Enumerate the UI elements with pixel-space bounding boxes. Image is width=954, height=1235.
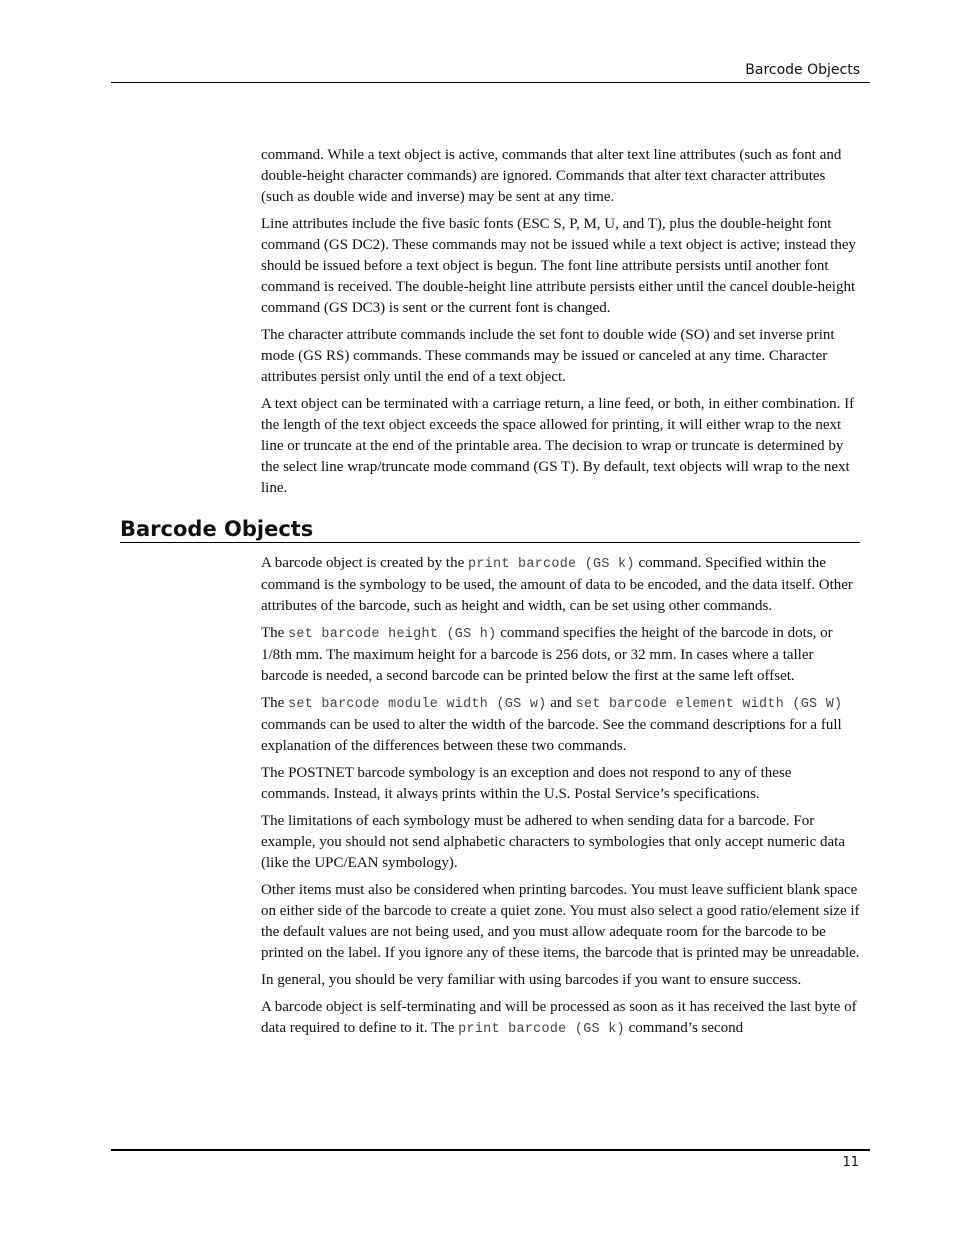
intro-text-block xyxy=(261,145,861,505)
text-run: commands can be used to alter the width of the barcode. See the command descriptions for a full explanation of the differences between these two commands. xyxy=(261,717,842,754)
command-code: set barcode module width (GS w) xyxy=(288,697,547,712)
footer-rule xyxy=(111,1149,870,1151)
command-code: print barcode (GS k) xyxy=(458,1022,625,1037)
text-run: The xyxy=(261,625,289,641)
body-paragraph xyxy=(261,553,861,617)
text-run: A barcode object is created by the xyxy=(261,555,468,571)
command-code: set barcode element width (GS W) xyxy=(575,697,843,712)
command-code: print barcode (GS k) xyxy=(468,557,635,572)
body-paragraph xyxy=(261,997,861,1040)
text-run: command. Specified within the command is the symbology to be used, the amount of data to be encoded, and the data itself. Other attributes of the barcode, such as height and width, can be set using other commands. xyxy=(261,555,853,614)
section-heading: Barcode Objects xyxy=(120,517,860,543)
text-run: A barcode object is self-terminating and will be processed as soon as it has received the last byte of data required to define to it. The xyxy=(261,999,857,1036)
running-header-title: Barcode Objects xyxy=(745,62,860,78)
body-paragraph: The limitations of each symbology must be adhered to when sending data for a barcode. For example, you should not send alphabetic characters to symbologies that only accept numeric data (like the UPC/EAN symbology). xyxy=(261,813,845,871)
page-number: 11 xyxy=(842,1155,859,1170)
body-paragraph: Other items must also be considered when printing barcodes. You must leave sufficient blank space on either side of the barcode to create a quiet zone. You must also select a good ratio/element size if the default values are not being used, and you must allow adequate room for the barcode to be printed on the label. If you ignore any of these items, the barcode that is printed may be unreadable. xyxy=(261,882,860,961)
header-rule xyxy=(111,82,870,83)
command-code: set barcode height (GS h) xyxy=(288,627,497,642)
body-paragraph: A text object can be terminated with a carriage return, a line feed, or both, in either combination. If the length of the text object exceeds the space allowed for printing, it will either wrap to the next line or truncate at the end of the printable area. The decision to wrap or truncate is determined by the select line wrap/truncate mode command (GS T). By default, text objects will wrap to the next line. xyxy=(261,396,855,496)
body-paragraph: The POSTNET barcode symbology is an exception and does not respond to any of these commands. Instead, it always prints within the U.S. Postal Service’s specifications. xyxy=(261,765,792,802)
text-run: command specifies the height of the barcode in dots, or 1/8th mm. The maximum height for a barcode is 256 dots, or 32 mm. In cases where a taller barcode is needed, a second barcode can be printed below the first at the same left offset. xyxy=(261,625,833,684)
body-paragraph: command. While a text object is active, commands that alter text line attributes (such as font and double-height character commands) are ignored. Commands that alter text character attributes (such as double wide and inverse) may be sent at any time. xyxy=(261,147,842,205)
barcode-text-block xyxy=(261,553,861,1046)
text-run: and xyxy=(546,695,576,711)
body-paragraph xyxy=(261,623,861,687)
text-run: command’s second xyxy=(624,1020,744,1036)
body-paragraph xyxy=(261,693,861,757)
body-paragraph: In general, you should be very familiar with using barcodes if you want to ensure success. xyxy=(261,972,802,988)
body-paragraph: The character attribute commands include the set font to double wide (SO) and set inverse print mode (GS RS) commands. These commands may be issued or canceled at any time. Character attributes persist only until the end of a text object. xyxy=(261,327,835,385)
body-paragraph: Line attributes include the five basic fonts (ESC S, P, M, U, and T), plus the double-height font command (GS DC2). These commands may not be issued while a text object is active; instead they should be issued before a text object is begun. The font line attribute persists until another font command is received. The double-height line attribute persists either until the cancel double-height command (GS DC3) is sent or the current font is changed. xyxy=(261,216,857,316)
text-run: The xyxy=(261,695,289,711)
